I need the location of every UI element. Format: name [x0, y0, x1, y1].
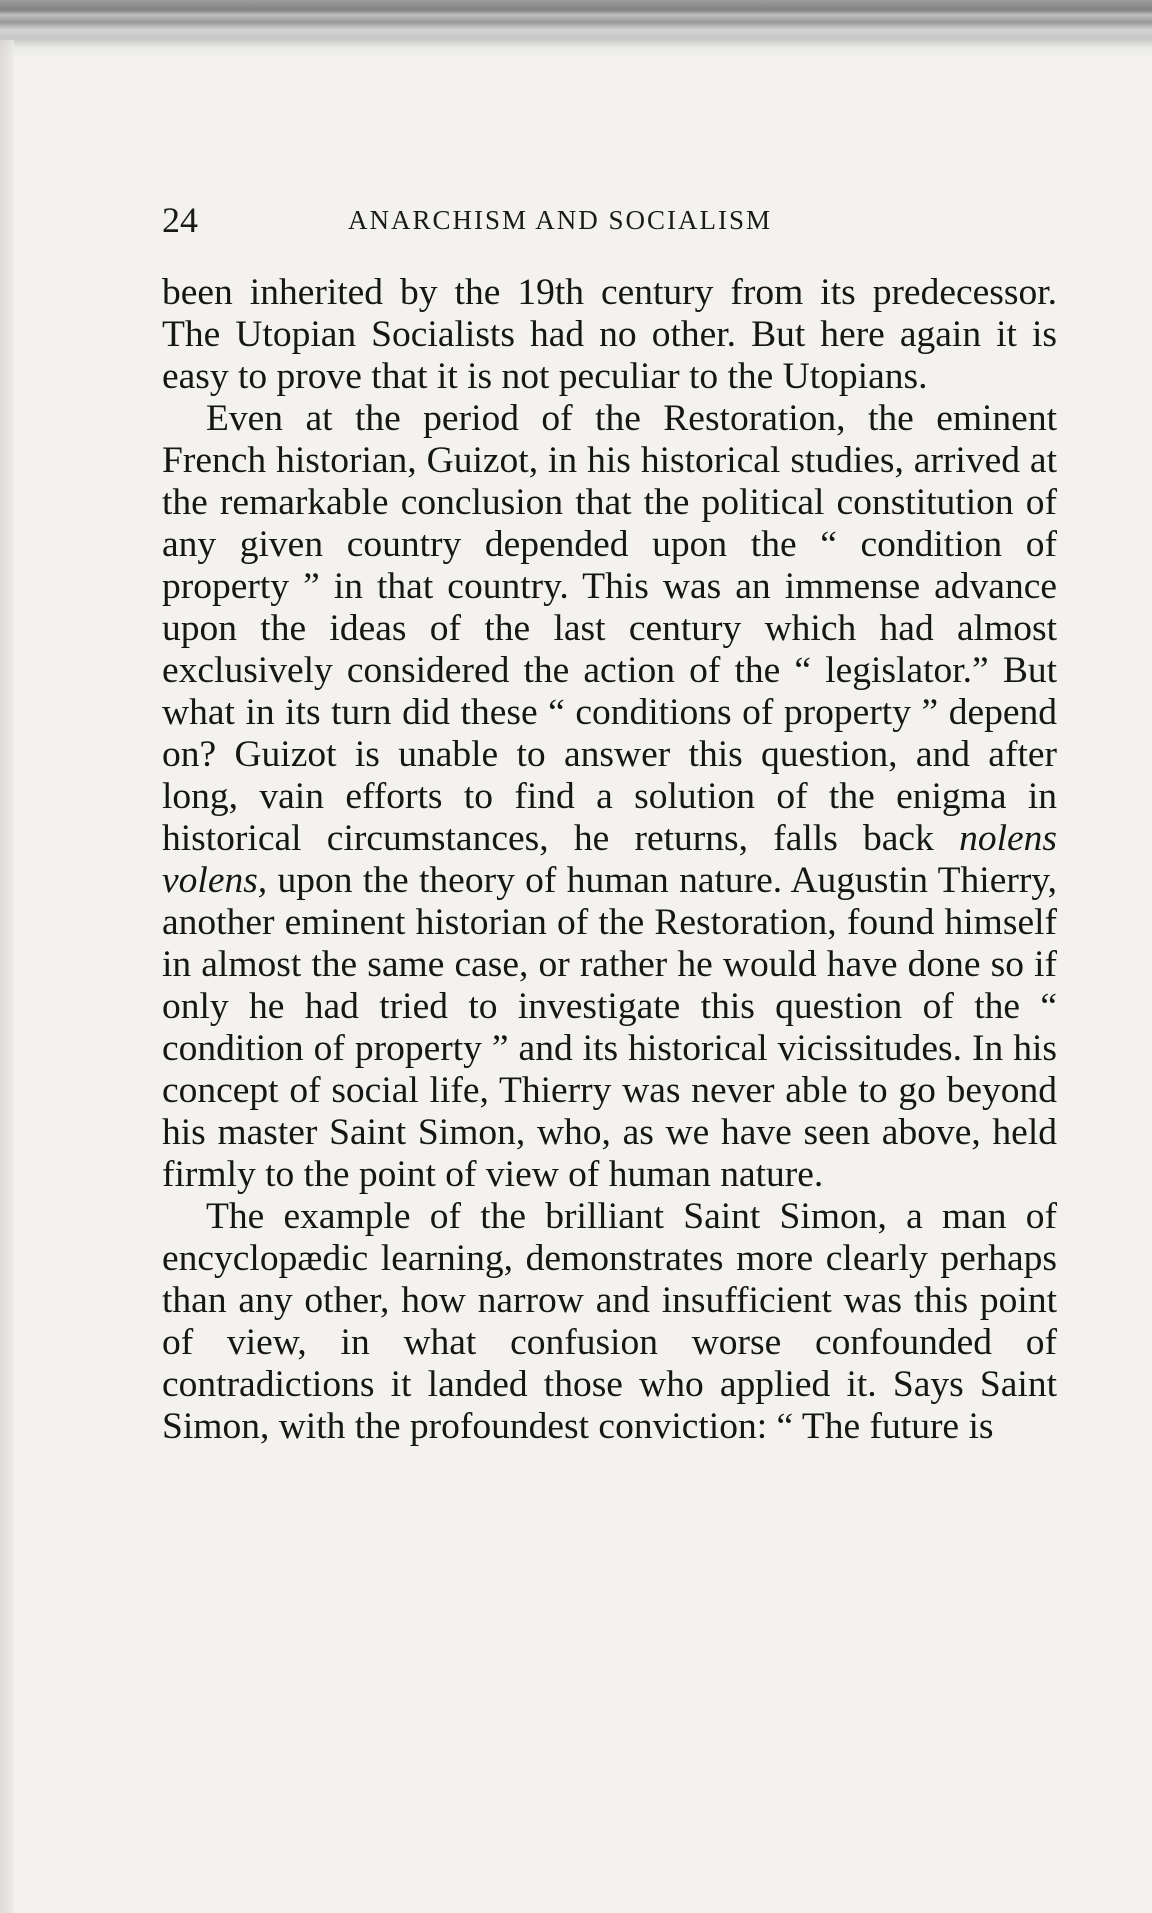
scan-left-edge	[0, 40, 14, 1913]
scan-top-edge	[0, 0, 1152, 58]
paragraph-2	[162, 398, 1057, 1196]
paragraph-2-part-2: upon the theory of human nature. Augustin Thierry, another eminent historian of the Restoration, found himself in almost the same case, or rather he would have done so if only he had tried to investigate this question of the “ condition of property ” and its historical vicissitudes. In his concept of social life, Thierry was never able to go beyond his master Saint Simon, who, as we have seen above, held firmly to the point of view of human nature.	[162, 860, 1058, 1195]
paragraph-3: The example of the brilliant Saint Simon, a man of encyclopædic learning, demonstrates more clearly perhaps than any other, how narrow and insufficient was this point of view, in what confusion worse confounded of contradictions it landed those who applied it. Says Saint Simon, with the profoundest conviction: “ The future is	[162, 1196, 1057, 1447]
running-head: ANARCHISM AND SOCIALISM	[348, 205, 773, 235]
paragraph-2-part-1: Even at the period of the Restoration, the eminent French historian, Guizot, in his historical studies, arrived at the remarkable conclusion that the political constitution of any given country depended upon the “ condition of property ” in that country. This was an immense advance upon the ideas of the last century which had almost exclusively considered the action of the “ legislator.” But what in its turn did these “ conditions of property ” depend on? Guizot is unable to answer this question, and after long, vain efforts to find a solution of the enigma in historical circumstances, he returns, falls back	[162, 398, 1057, 859]
body-text	[162, 272, 1057, 1448]
page-number: 24	[162, 200, 198, 240]
paragraph-2-italic-phrase: nolens volens,	[162, 818, 1057, 901]
page-header	[162, 196, 1062, 244]
paragraph-1: been inherited by the 19th century from its predecessor. The Utopian Socialists had no other. But here again it is easy to prove that it is not peculiar to the Utopians.	[162, 272, 1057, 397]
